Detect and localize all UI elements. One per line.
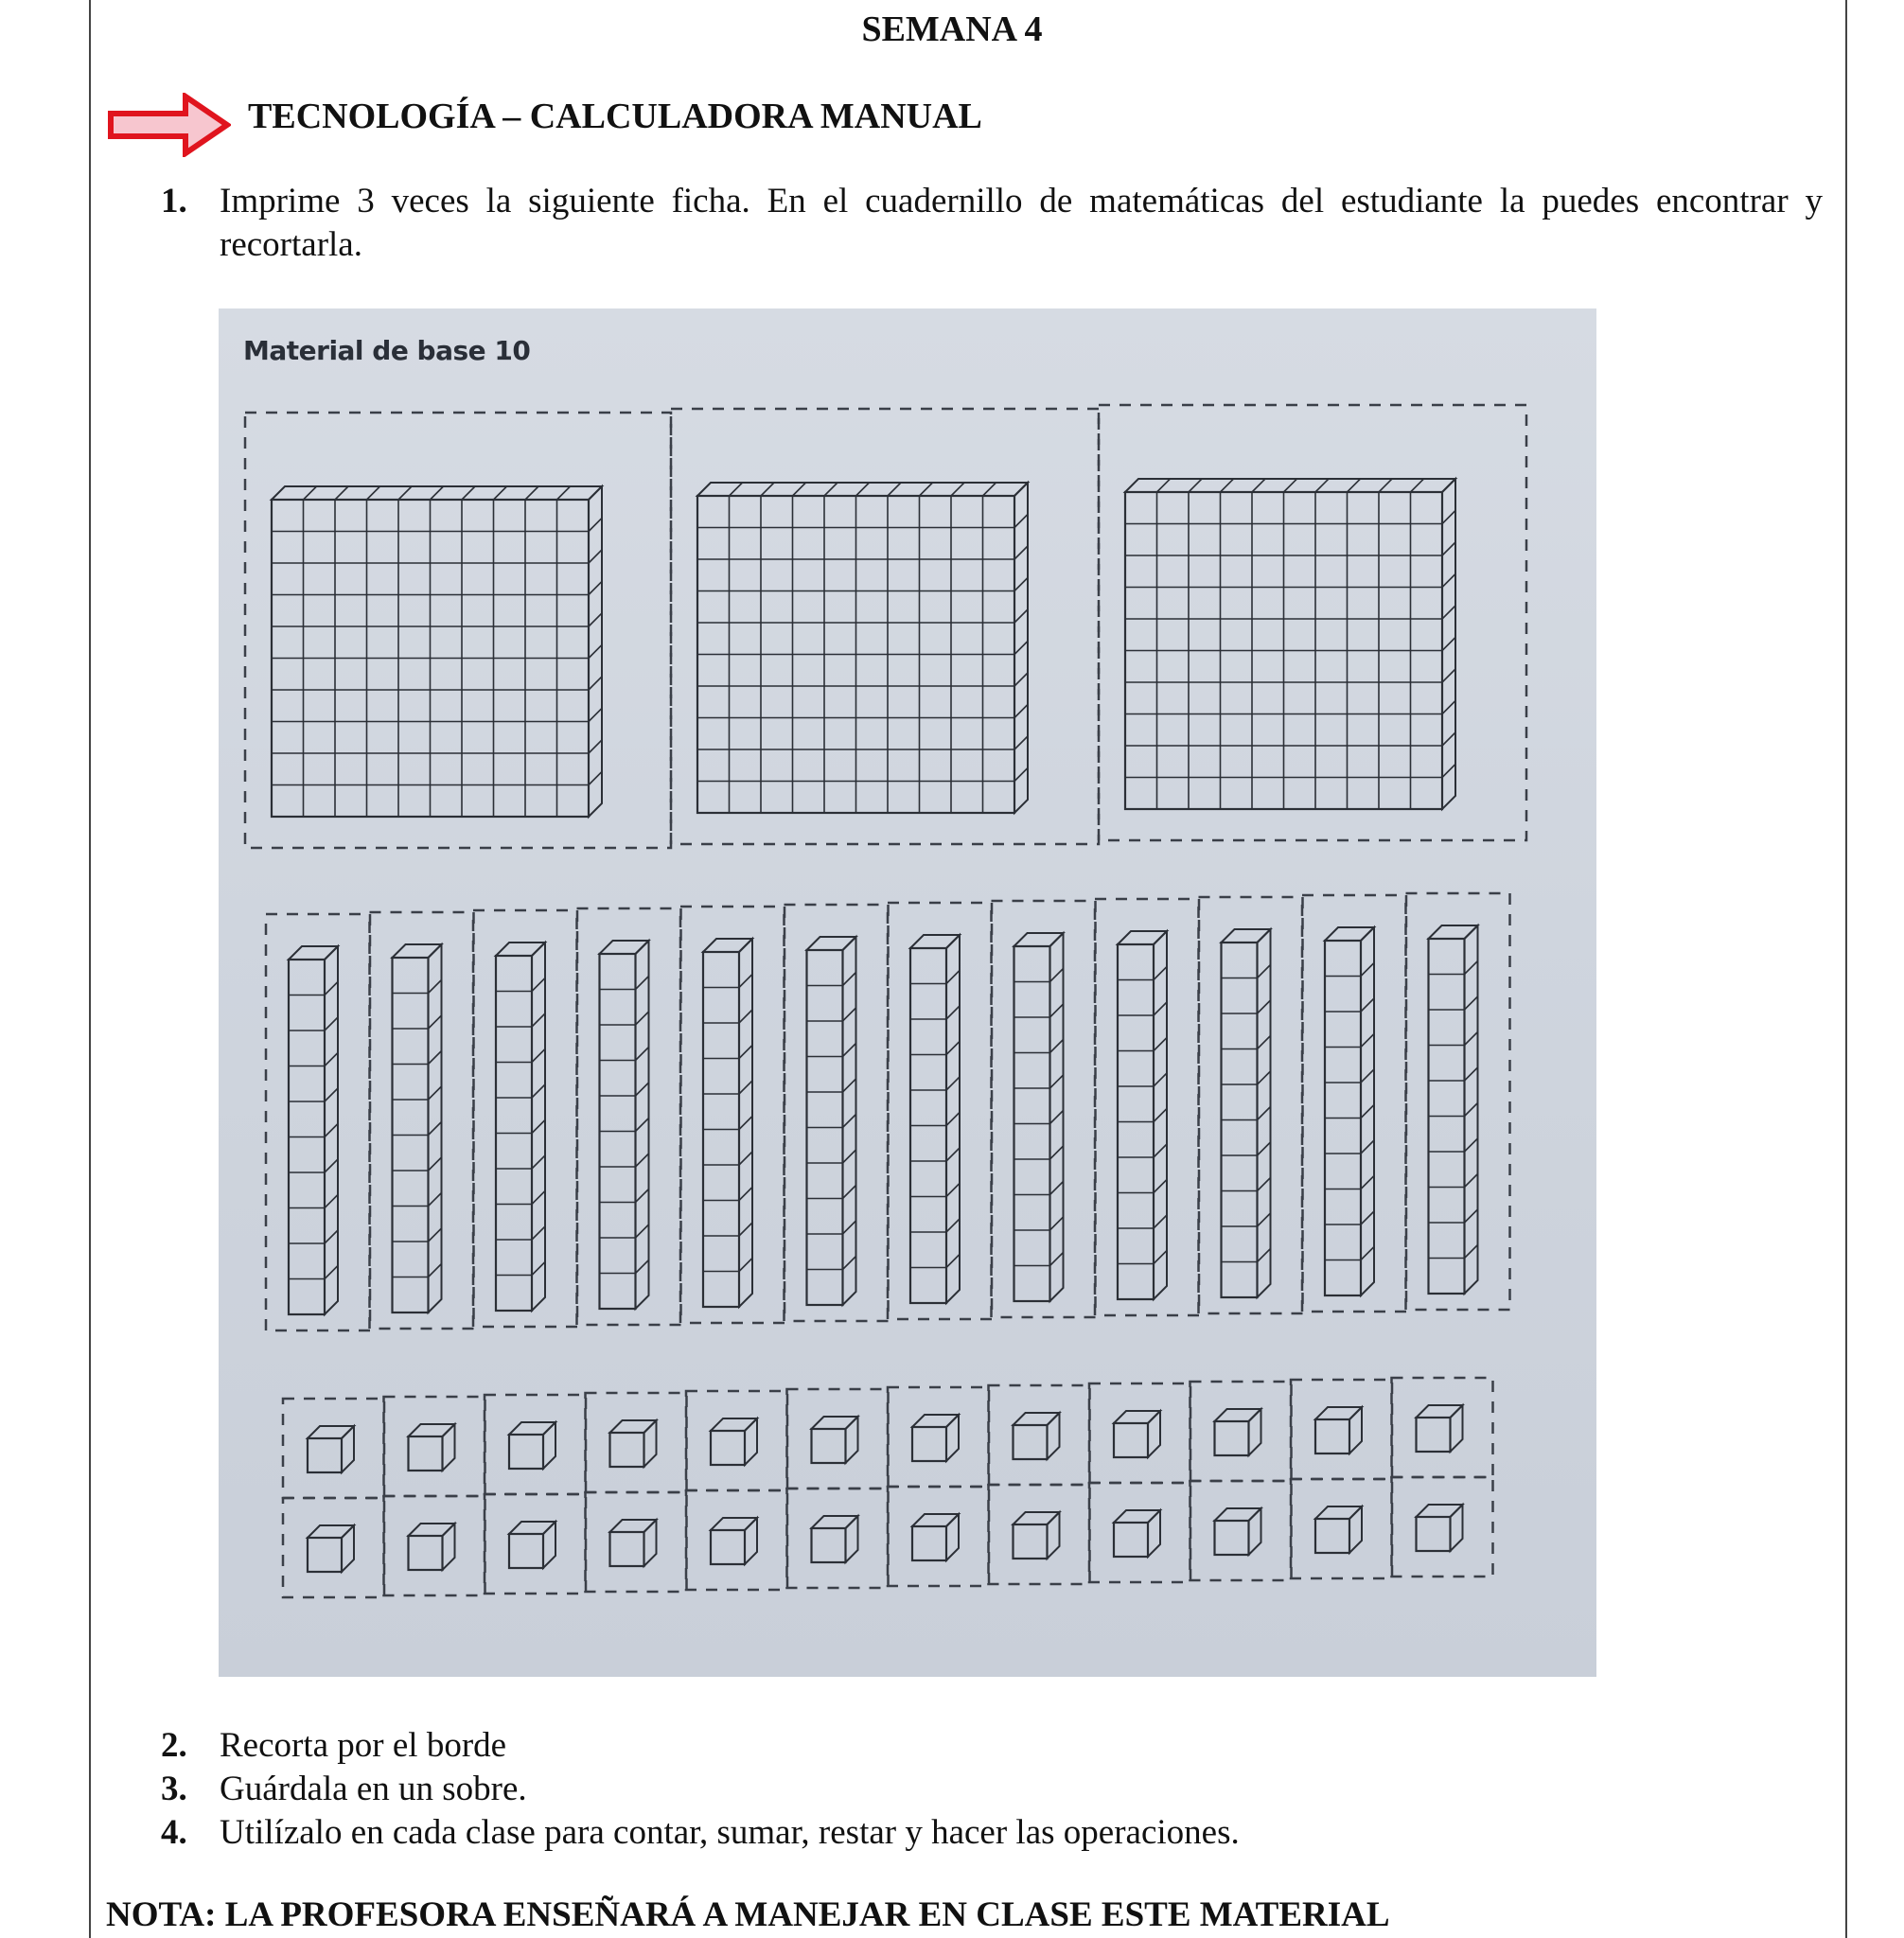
cut-box-unit (787, 1389, 889, 1489)
step-2 (161, 1724, 1770, 1768)
cut-box-unit (888, 1387, 989, 1487)
step-4 (161, 1811, 1770, 1855)
step-3 (161, 1768, 1770, 1811)
step-text: Utilízalo en cada clase para contar, sumar, restar y hacer las operaciones. (220, 1813, 1240, 1852)
cut-box-unit (384, 1496, 485, 1595)
unit-cube-block (1417, 1505, 1463, 1551)
ten-rod-block (393, 944, 442, 1313)
cut-box-rod (473, 910, 577, 1327)
cut-box-unit (1190, 1481, 1292, 1580)
ten-rod-block (807, 937, 856, 1305)
unit-cube-block (1417, 1405, 1463, 1452)
step-number: 2. (161, 1726, 187, 1765)
right-arrow-icon (108, 93, 231, 157)
hundred-flat-block (272, 486, 602, 817)
cut-box-rod (266, 914, 370, 1330)
cut-box-unit (485, 1494, 586, 1594)
unit-cube-block (308, 1426, 354, 1472)
step-number: 3. (161, 1770, 187, 1808)
step-text: Imprime 3 veces la siguiente ficha. En el cuadernillo de matemáticas del estudiante la puedes encontrar y recortarla. (220, 182, 1823, 264)
unit-cube-block (610, 1520, 657, 1566)
cut-box-rod (992, 901, 1096, 1317)
unit-cube-block (812, 1417, 858, 1463)
cut-box-flat (671, 409, 1099, 844)
step-number: 1. (161, 182, 187, 220)
cut-box-unit (686, 1391, 787, 1490)
cut-box-unit (989, 1385, 1090, 1485)
cut-box-rod (888, 903, 992, 1319)
cut-box-rod (1199, 897, 1303, 1313)
step-text: Recorta por el borde (220, 1726, 507, 1765)
step-1 (161, 180, 1826, 267)
cut-box-rod (785, 905, 889, 1321)
cut-box-unit (1392, 1477, 1493, 1577)
section-title: TECNOLOGÍA – CALCULADORA MANUAL (248, 97, 982, 136)
unit-cube-block (409, 1524, 455, 1570)
cut-box-unit (485, 1395, 586, 1494)
unit-cube-block (509, 1422, 555, 1469)
page-border-left (89, 0, 91, 1938)
cut-box-unit (1089, 1383, 1190, 1483)
ten-rod-block (1118, 931, 1167, 1299)
hundred-flat-block (1125, 479, 1455, 809)
unit-cube-block (409, 1424, 455, 1471)
cut-box-unit (888, 1487, 989, 1586)
ten-rod-block (910, 935, 960, 1303)
cut-box-rod (577, 908, 681, 1325)
cut-box-unit (586, 1492, 687, 1592)
cut-box-unit (283, 1399, 384, 1498)
cut-box-rod (1095, 899, 1199, 1315)
base-10-blocks-drawing (219, 308, 1596, 1677)
cut-box-rod (680, 907, 785, 1323)
step-number: 4. (161, 1813, 187, 1852)
cut-box-rod (1406, 893, 1510, 1310)
cut-box-unit (1291, 1380, 1392, 1479)
cut-box-rod (370, 912, 474, 1329)
unit-cube-block (711, 1418, 757, 1465)
unit-cube-block (912, 1514, 959, 1560)
ten-rod-block (1014, 933, 1064, 1301)
ten-rod-block (1222, 929, 1271, 1297)
unit-cube-block (1215, 1508, 1261, 1555)
base-10-material-sheet (219, 308, 1596, 1677)
unit-cube-block (1315, 1506, 1362, 1553)
ten-rod-block (496, 943, 545, 1311)
step-text: Guárdala en un sobre. (220, 1770, 527, 1808)
unit-cube-block (509, 1522, 555, 1568)
cut-box-unit (787, 1489, 889, 1588)
cut-box-unit (1089, 1483, 1190, 1582)
ten-rod-block (289, 946, 338, 1314)
cut-box-unit (1190, 1382, 1292, 1481)
cut-box-unit (586, 1393, 687, 1492)
sheet-title: Material de base 10 (243, 335, 531, 366)
note-text: NOTA: LA PROFESORA ENSEÑARÁ A MANEJAR EN CLASE ESTE MATERIAL (106, 1895, 1390, 1934)
ten-rod-block (600, 941, 649, 1309)
unit-cube-block (610, 1420, 657, 1467)
ten-rod-block (1429, 925, 1478, 1294)
cut-box-unit (1392, 1378, 1493, 1477)
unit-cube-block (1114, 1510, 1160, 1557)
cut-box-unit (283, 1498, 384, 1597)
hundred-flat-block (697, 483, 1028, 813)
unit-cube-block (1215, 1409, 1261, 1455)
cut-box-unit (686, 1490, 787, 1590)
cut-box-unit (1291, 1479, 1392, 1578)
cut-box-unit (989, 1485, 1090, 1584)
unit-cube-block (1315, 1407, 1362, 1454)
unit-cube-block (912, 1415, 959, 1461)
cut-box-flat (245, 413, 671, 848)
cut-box-flat (1099, 405, 1526, 840)
unit-cube-block (711, 1518, 757, 1564)
ten-rod-block (1325, 927, 1374, 1295)
page-border-right (1845, 0, 1847, 1938)
unit-cube-block (1114, 1411, 1160, 1457)
unit-cube-block (1014, 1413, 1060, 1459)
unit-cube-block (812, 1516, 858, 1562)
page-title: SEMANA 4 (861, 9, 1043, 49)
cut-box-unit (384, 1397, 485, 1496)
ten-rod-block (703, 939, 752, 1307)
unit-cube-block (1014, 1512, 1060, 1559)
cut-box-rod (1302, 895, 1406, 1312)
unit-cube-block (308, 1525, 354, 1572)
